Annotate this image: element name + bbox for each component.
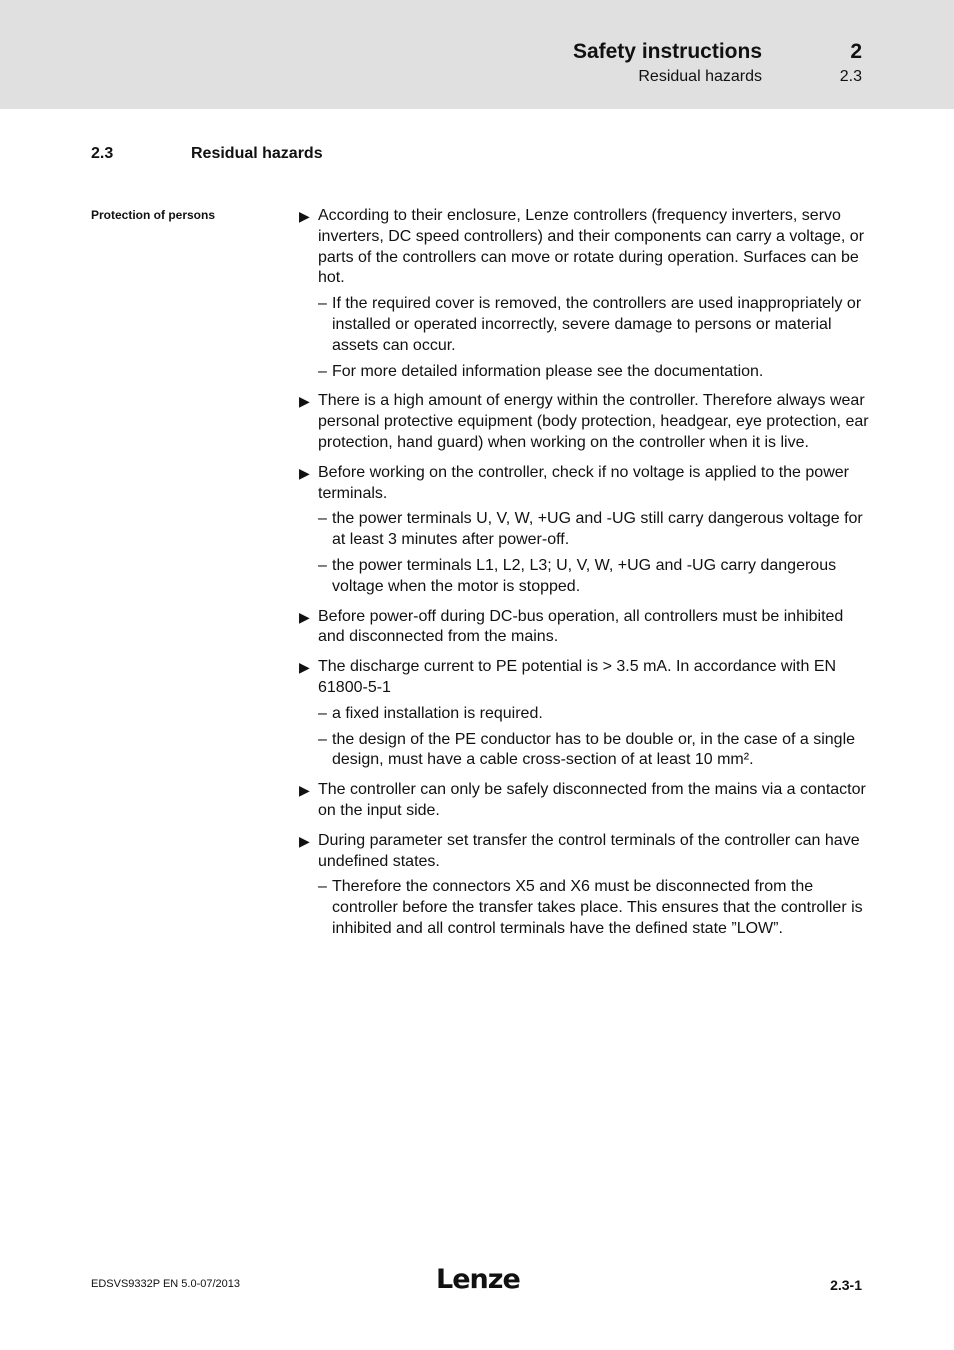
list-item	[299, 780, 869, 822]
sub-list-item-text: the design of the PE conductor has to be double or, in the case of a single design, must have a cable cross-section of at least 10 mm².	[332, 730, 856, 769]
sub-list-item	[318, 704, 869, 725]
header-subtitle: Residual hazards	[638, 68, 762, 85]
triangle-bullet-icon: ▶	[299, 208, 310, 224]
list-item-text: Before working on the controller, check if no voltage is applied to the power terminals.	[318, 463, 849, 502]
dash-bullet-icon: –	[318, 510, 327, 528]
page-header	[0, 0, 954, 109]
section-title: Residual hazards	[191, 145, 323, 162]
margin-label: Protection of persons	[91, 208, 216, 222]
list-item-text: The controller can only be safely disconnected from the mains via a contactor on the input side.	[318, 781, 866, 819]
sub-list-item-text: a fixed installation is required.	[332, 704, 543, 722]
dash-bullet-icon: –	[318, 556, 327, 574]
triangle-bullet-icon: ▶	[299, 832, 310, 849]
list-item-text: Before power-off during DC-bus operation, all controllers must be inhibited and disconnected from the mains.	[318, 607, 844, 646]
sub-list-item-text: Therefore the connectors X5 and X6 must be disconnected from the controller before the transfer takes place. This ensures that the controller is inhibited and all control terminals have the defined state ”LOW”.	[332, 878, 863, 937]
list-item	[299, 607, 869, 649]
dash-bullet-icon: –	[318, 704, 327, 722]
list-item-text: There is a high amount of energy within the controller. Therefore always wear personal protective equipment (body protection, headgear, eye protection, ear protection, hand guard) when working on the controller when it is live.	[318, 392, 869, 451]
sub-list-item-text: the power terminals U, V, W, +UG and -UG still carry dangerous voltage for at least 3 minutes after power-off.	[332, 510, 863, 549]
lenze-logo: Lenze	[436, 1264, 520, 1295]
list-item-text: During parameter set transfer the control terminals of the controller can have undefined states.	[318, 831, 860, 870]
header-chapter-number: 2	[850, 40, 862, 63]
triangle-bullet-icon: ▶	[299, 464, 310, 481]
list-item	[299, 831, 869, 940]
triangle-bullet-icon: ▶	[299, 782, 310, 799]
sub-list-item	[318, 730, 869, 772]
sub-list-item	[318, 294, 869, 356]
triangle-bullet-icon: ▶	[299, 393, 310, 410]
header-title: Safety instructions	[572, 40, 762, 63]
sub-list-item-text: For more detailed information please see the documentation.	[332, 362, 764, 380]
list-item	[299, 391, 869, 453]
sub-list-item	[318, 509, 869, 551]
sub-list-item	[318, 877, 869, 939]
section-number: 2.3	[91, 145, 114, 162]
list-item-text: According to their enclosure, Lenze controllers (frequency inverters, servo inverters, DC speed controllers) and their components can carry a voltage, or parts of the controllers can move or rotate during operation. Surfaces can be hot.	[318, 207, 865, 287]
sub-list-item	[318, 556, 869, 598]
list-item	[299, 657, 869, 771]
list-item	[299, 463, 869, 598]
sub-list-item-text: If the required cover is removed, the controllers are used inappropriately or installed or operated incorrectly, severe damage to persons or material assets can occur.	[332, 295, 862, 354]
triangle-bullet-icon: ▶	[299, 659, 310, 676]
list-item-text: The discharge current to PE potential is > 3.5 mA. In accordance with EN 61800-5-1	[318, 658, 837, 696]
list-item	[299, 206, 869, 382]
footer-page-number: 2.3-1	[830, 1277, 862, 1293]
sub-list-item	[318, 362, 869, 383]
header-section-number: 2.3	[839, 68, 862, 85]
safety-list	[299, 206, 869, 949]
dash-bullet-icon: –	[318, 295, 327, 313]
footer-doc-id: EDSVS9332P EN 5.0-07/2013	[91, 1278, 241, 1290]
sub-list-item-text: the power terminals L1, L2, L3; U, V, W, +UG and -UG carry dangerous voltage when the motor is stopped.	[332, 556, 837, 595]
dash-bullet-icon: –	[318, 878, 327, 896]
triangle-bullet-icon: ▶	[299, 608, 310, 625]
dash-bullet-icon: –	[318, 362, 327, 380]
dash-bullet-icon: –	[318, 730, 327, 748]
